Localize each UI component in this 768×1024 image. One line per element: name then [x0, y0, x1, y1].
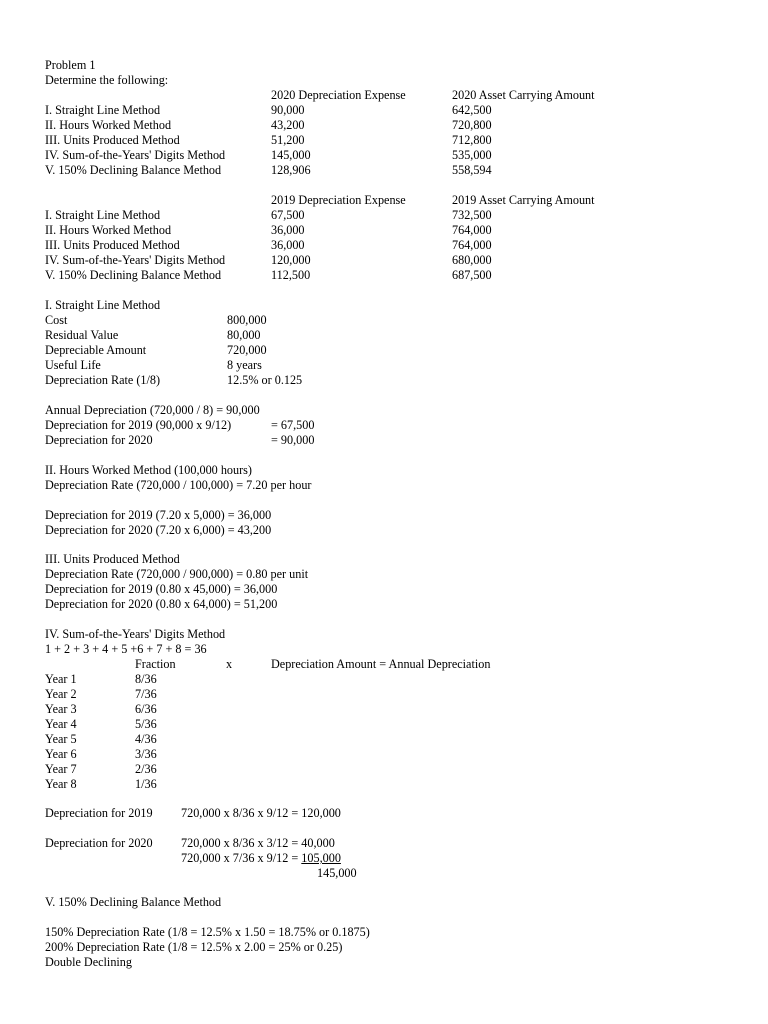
syd-heading: IV. Sum-of-the-Years' Digits Method — [45, 627, 226, 641]
syd-fraction: 3/36 — [135, 747, 157, 761]
summary-2019-expense: 112,500 — [271, 268, 311, 282]
syd-year: Year 8 — [45, 777, 77, 791]
straight-line-value: 8 years — [227, 358, 262, 372]
summary-2019-expense: 36,000 — [271, 238, 305, 252]
straight-line-value: 80,000 — [227, 328, 261, 342]
problem-title: Problem 1 — [45, 58, 96, 72]
summary-2019-carrying: 732,500 — [452, 208, 492, 222]
summary-2020-carrying: 558,594 — [452, 163, 492, 177]
summary-2019-method: II. Hours Worked Method — [45, 223, 172, 237]
summary-2020-method: IV. Sum-of-the-Years' Digits Method — [45, 148, 226, 162]
syd-formula-header: Depreciation Amount = Annual Depreciation — [271, 657, 491, 671]
summary-2019-carrying: 680,000 — [452, 253, 492, 267]
summary-2020-expense: 145,000 — [271, 148, 311, 162]
straight-line-label: Depreciation Rate (1/8) — [45, 373, 161, 387]
summary-2019-method: III. Units Produced Method — [45, 238, 180, 252]
hours-worked-rate: Depreciation Rate (720,000 / 100,000) = 7.20 per hour — [45, 478, 312, 492]
hours-worked-heading: II. Hours Worked Method (100,000 hours) — [45, 463, 252, 477]
syd-year: Year 3 — [45, 702, 77, 716]
straight-line-value: 800,000 — [227, 313, 267, 327]
straight-line-2019-value: = 67,500 — [271, 418, 315, 432]
syd-2019-label: Depreciation for 2019 — [45, 806, 153, 820]
summary-2020-method: I. Straight Line Method — [45, 103, 161, 117]
problem-intro: Determine the following: — [45, 73, 169, 87]
declining-heading: V. 150% Declining Balance Method — [45, 895, 222, 909]
straight-line-annual: Annual Depreciation (720,000 / 8) = 90,000 — [45, 403, 260, 417]
summary-2019-method: IV. Sum-of-the-Years' Digits Method — [45, 253, 226, 267]
straight-line-label: Cost — [45, 313, 68, 327]
units-produced-2019: Depreciation for 2019 (0.80 x 45,000) = 36,000 — [45, 582, 278, 596]
syd-fraction: 4/36 — [135, 732, 157, 746]
straight-line-2019-label: Depreciation for 2019 (90,000 x 9/12) — [45, 418, 232, 432]
summary-2019-expense: 120,000 — [271, 253, 311, 267]
syd-year: Year 1 — [45, 672, 77, 686]
syd-year: Year 6 — [45, 747, 77, 761]
syd-fraction: 5/36 — [135, 717, 157, 731]
syd-year: Year 7 — [45, 762, 77, 776]
summary-2020-method: II. Hours Worked Method — [45, 118, 172, 132]
summary-2020-expense: 128,906 — [271, 163, 311, 177]
summary-2019-method: I. Straight Line Method — [45, 208, 161, 222]
straight-line-value: 720,000 — [227, 343, 267, 357]
syd-fraction: 1/36 — [135, 777, 157, 791]
summary-2020-method: V. 150% Declining Balance Method — [45, 163, 222, 177]
summary-2020-expense: 43,200 — [271, 118, 305, 132]
syd-2020-calc-2 — [181, 851, 341, 866]
syd-year: Year 4 — [45, 717, 77, 731]
summary-2019-method: V. 150% Declining Balance Method — [45, 268, 222, 282]
summary-2019-expense: 36,000 — [271, 223, 305, 237]
syd-year: Year 5 — [45, 732, 77, 746]
straight-line-label: Residual Value — [45, 328, 119, 342]
summary-2019-expense-header: 2019 Depreciation Expense — [271, 193, 406, 207]
straight-line-label: Useful Life — [45, 358, 101, 372]
summary-2020-carrying: 535,000 — [452, 148, 492, 162]
straight-line-value: 12.5% or 0.125 — [227, 373, 303, 387]
syd-2020-total: 145,000 — [317, 866, 357, 880]
straight-line-2020-value: = 90,000 — [271, 433, 315, 447]
summary-2019-carrying: 687,500 — [452, 268, 492, 282]
straight-line-2020-label: Depreciation for 2020 — [45, 433, 153, 447]
summary-2020-method: III. Units Produced Method — [45, 133, 180, 147]
summary-2019-expense: 67,500 — [271, 208, 305, 222]
summary-2020-carrying: 642,500 — [452, 103, 492, 117]
summary-2020-expense: 51,200 — [271, 133, 305, 147]
summary-2020-carrying: 712,800 — [452, 133, 492, 147]
summary-2019-carrying: 764,000 — [452, 238, 492, 252]
straight-line-heading: I. Straight Line Method — [45, 298, 161, 312]
units-produced-rate: Depreciation Rate (720,000 / 900,000) = 0.80 per unit — [45, 567, 309, 581]
syd-2019-calc: 720,000 x 8/36 x 9/12 = 120,000 — [181, 806, 341, 820]
summary-2020-carrying-header: 2020 Asset Carrying Amount — [452, 88, 595, 102]
syd-fraction: 6/36 — [135, 702, 157, 716]
syd-2020-calc-2-formula: 720,000 x 7/36 x 9/12 = — [181, 851, 302, 865]
summary-2019-carrying: 764,000 — [452, 223, 492, 237]
summary-2020-expense: 90,000 — [271, 103, 305, 117]
declining-rate-150: 150% Depreciation Rate (1/8 = 12.5% x 1.50 = 18.75% or 0.1875) — [45, 925, 370, 939]
units-produced-2020: Depreciation for 2020 (0.80 x 64,000) = 51,200 — [45, 597, 278, 611]
syd-year: Year 2 — [45, 687, 77, 701]
syd-2020-calc-2-value: 105,000 — [301, 851, 341, 865]
declining-double: Double Declining — [45, 955, 132, 969]
declining-rate-200: 200% Depreciation Rate (1/8 = 12.5% x 2.00 = 25% or 0.25) — [45, 940, 343, 954]
summary-2019-carrying-header: 2019 Asset Carrying Amount — [452, 193, 595, 207]
syd-fraction: 2/36 — [135, 762, 157, 776]
units-produced-heading: III. Units Produced Method — [45, 552, 180, 566]
summary-2020-expense-header: 2020 Depreciation Expense — [271, 88, 406, 102]
syd-sum: 1 + 2 + 3 + 4 + 5 +6 + 7 + 8 = 36 — [45, 642, 207, 656]
syd-fraction: 7/36 — [135, 687, 157, 701]
hours-worked-2020: Depreciation for 2020 (7.20 x 6,000) = 43,200 — [45, 523, 272, 537]
hours-worked-2019: Depreciation for 2019 (7.20 x 5,000) = 36,000 — [45, 508, 272, 522]
summary-2020-carrying: 720,800 — [452, 118, 492, 132]
syd-x-header: x — [226, 657, 233, 671]
syd-fraction: 8/36 — [135, 672, 157, 686]
syd-2020-label: Depreciation for 2020 — [45, 836, 153, 850]
straight-line-label: Depreciable Amount — [45, 343, 147, 357]
syd-fraction-header: Fraction — [135, 657, 176, 671]
syd-2020-calc-1: 720,000 x 8/36 x 3/12 = 40,000 — [181, 836, 335, 850]
